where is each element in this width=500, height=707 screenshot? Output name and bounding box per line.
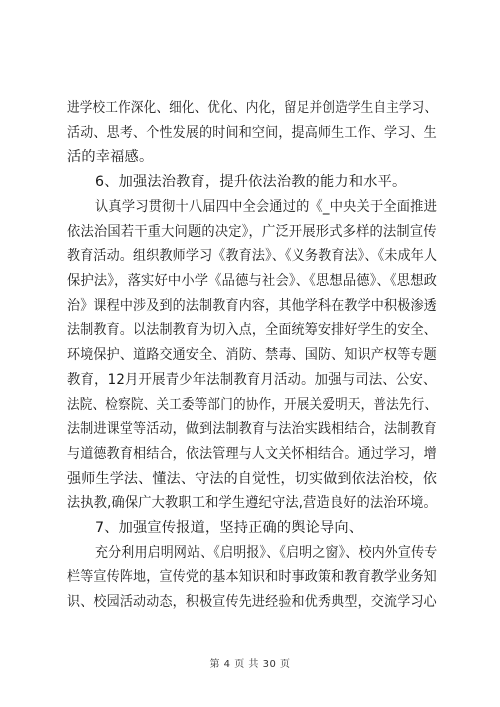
page-footer: 第 4 页 共 30 页 [209, 659, 291, 670]
section-heading: 7、加强宣传报道，坚持正确的舆论导向、 [95, 520, 364, 536]
paragraph-line: 充分利用启明网站、《启明报》、《启明之窗》、校内外宣传专 [95, 545, 438, 561]
paragraph-line: 治》课程中涉及到的法制教育内容，其他学科在教学中积极渗透 [67, 298, 437, 314]
paragraph-line: 教育，12月开展青少年法制教育月活动。加强与司法、公安、 [67, 372, 437, 388]
paragraph-line: 法制进课堂等活动，做到法制教育与法治实践相结合，法制教育 [67, 421, 437, 437]
paragraph-line: 栏等宣传阵地，宣传党的基本知识和时事政策和教育教学业务知 [67, 569, 437, 585]
paragraph-line: 法院、检察院、关工委等部门的协作，开展关爱明天，普法先行、 [67, 397, 438, 413]
paragraph-line: 识、校园活动动态，积极宣传先进经验和优秀典型，交流学习心 [67, 594, 437, 610]
paragraph-line: 进学校工作深化、细化、优化、内化，留足并创造学生自主学习、 [67, 100, 438, 116]
paragraph-line: 教育活动。组织教师学习《教育法》、《义务教育法》、《未成年人 [67, 248, 438, 264]
paragraph-line: 与道德教育相结合，依法管理与人文关怀相结合。通过学习，增 [67, 446, 437, 462]
paragraph-line: 认真学习贯彻十八届四中全会通过的《_中央关于全面推进 [95, 199, 437, 215]
paragraph-line: 依法治国若干重大问题的决定》，广泛开展形式多样的法制宣传 [67, 224, 437, 240]
paragraph-line: 强师生学法、懂法、守法的自觉性，切实做到依法治校，依 [67, 471, 438, 487]
paragraph-line: 环境保护、道路交通安全、消防、禁毒、国防、知识产权等专题 [67, 347, 437, 363]
section-heading: 6、加强法治教育，提升依法治教的能力和水平。 [95, 174, 407, 190]
paragraph-line: 活的幸福感。 [67, 149, 154, 165]
paragraph-line: 法执教,确保广大教职工和学生遵纪守法,营造良好的法治环境。 [67, 495, 437, 511]
paragraph-line: 保护法》，落实好中小学《品德与社会》、《思想品德》、《思想政 [67, 273, 438, 289]
paragraph-line: 活动、思考、个性发展的时间和空间，提高师生工作、学习、生 [67, 125, 437, 141]
paragraph-line: 法制教育。以法制教育为切入点，全面统筹安排好学生的安全、 [67, 322, 437, 338]
